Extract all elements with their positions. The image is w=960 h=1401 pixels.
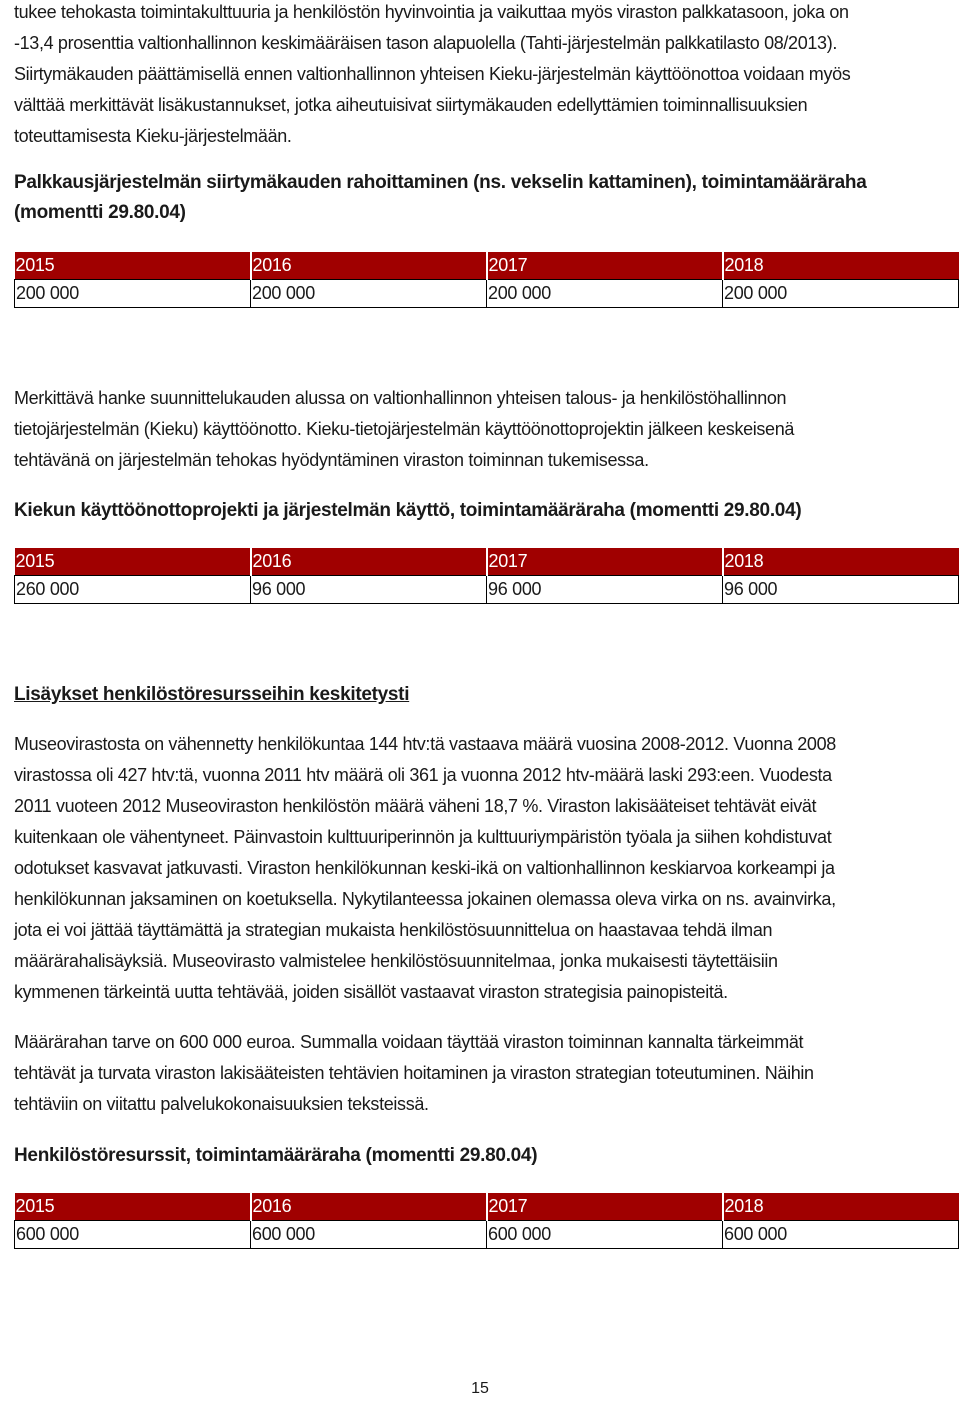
heading-line: (momentti 29.80.04) [14, 202, 186, 223]
table-row [15, 1221, 959, 1249]
resources-table-heading: Henkilöstöresurssit, toimintamääräraha (momentti 29.80.04) [14, 1145, 538, 1166]
kieku-paragraph [14, 383, 794, 476]
amount-cell: 260 000 [15, 576, 251, 604]
paragraph-line: jota ei voi jättää täyttämättä ja strategian mukaista henkilöstösuunnittelua on haastavaa tehdä ilman [14, 920, 773, 940]
year-header: 2018 [723, 1193, 959, 1221]
paragraph-line: odotukset kasvavat jatkuvasti. Viraston henkilökunnan keski-ikä on valtionhallinnon keskiarvoa korkeampi ja [14, 858, 835, 878]
heading-line: Palkkausjärjestelmän siirtymäkauden rahoittaminen (ns. vekselin kattaminen), toimintamääräraha [14, 172, 867, 193]
paragraph-line: kymmenen tärkeintä uutta tehtävää, joiden sisällöt vastaavat viraston strategisia painopisteitä. [14, 982, 728, 1002]
table-row [15, 576, 959, 604]
table-row [15, 280, 959, 308]
table-header-row [15, 252, 959, 280]
kieku-budget-table [14, 548, 959, 604]
year-header: 2017 [487, 252, 723, 280]
page-number: 15 [471, 1380, 489, 1397]
paragraph-line: Museovirastosta on vähennetty henkilökuntaa 144 htv:tä vastaava määrä vuosina 2008-2012. Vuonna 2008 [14, 734, 836, 754]
amount-cell: 200 000 [15, 280, 251, 308]
paragraph-line: kuitenkaan ole vähentyneet. Päinvastoin kulttuuriperinnön ja kulttuuriympäristön työala ja siihen kohdistuvat [14, 827, 832, 847]
amount-cell: 600 000 [15, 1221, 251, 1249]
year-header: 2015 [15, 1193, 251, 1221]
year-header: 2015 [15, 548, 251, 576]
year-header: 2018 [723, 252, 959, 280]
paragraph-line: määrärahalisäyksiä. Museovirasto valmistelee henkilöstösuunnitelmaa, jonka mukaisesti täytettäisiin [14, 951, 778, 971]
kieku-table-heading: Kiekun käyttöönottoprojekti ja järjestelmän käyttö, toimintamääräraha (momentti 29.80.04) [14, 500, 802, 521]
vekseli-budget-table [14, 252, 959, 308]
year-header: 2018 [723, 548, 959, 576]
paragraph-line: tehtävänä on järjestelmän tehokas hyödyntäminen viraston toiminnan tukemisessa. [14, 450, 649, 470]
intro-line: Siirtymäkauden päättämisellä ennen valtionhallinnon yhteisen Kieku-järjestelmän käyttöönottoa voidaan myös [14, 64, 851, 84]
amount-cell: 200 000 [723, 280, 959, 308]
paragraph-line: tehtäviin on viitattu palvelukokonaisuuksien teksteissä. [14, 1094, 429, 1114]
amount-cell: 96 000 [251, 576, 487, 604]
paragraph-line: tehtävät ja turvata viraston lakisääteisten tehtävien hoitaminen ja viraston strategian toteutuminen. Näihin [14, 1063, 814, 1083]
year-header: 2015 [15, 252, 251, 280]
paragraph-line: virastossa oli 427 htv:tä, vuonna 2011 htv määrä oli 361 ja vuonna 2012 htv-määrä laski 293:een. Vuodesta [14, 765, 832, 785]
amount-cell: 600 000 [723, 1221, 959, 1249]
intro-line: välttää merkittävät lisäkustannukset, jotka aiheutuisivat siirtymäkauden edellyttämien toiminnallisuuksien [14, 95, 808, 115]
paragraph-line: Merkittävä hanke suunnittelukauden alussa on valtionhallinnon yhteisen talous- ja henkilöstöhallinnon [14, 388, 787, 408]
year-header: 2016 [251, 548, 487, 576]
amount-cell: 600 000 [251, 1221, 487, 1249]
appropriation-paragraph [14, 1027, 814, 1120]
intro-paragraph [14, 0, 850, 152]
paragraph-line: henkilökunnan jaksaminen on koetuksella. Nykytilanteessa jokainen olemassa oleva virka on ns. avainvirka, [14, 889, 836, 909]
intro-line: -13,4 prosenttia valtionhallinnon keskimääräisen tason alapuolella (Tahti-järjestelmän palkkatilasto 08/2013). [14, 33, 837, 53]
paragraph-line: Määrärahan tarve on 600 000 euroa. Summalla voidaan täyttää viraston toiminnan kannalta tärkeimmät [14, 1032, 804, 1052]
resources-paragraph [14, 729, 836, 1008]
table-header-row [15, 1193, 959, 1221]
amount-cell: 600 000 [487, 1221, 723, 1249]
paragraph-line: tietojärjestelmän (Kieku) käyttöönotto. Kieku-tietojärjestelmän käyttöönottoprojektin jälkeen keskeisenä [14, 419, 795, 439]
intro-line: toteuttamisesta Kieku-järjestelmään. [14, 126, 292, 146]
amount-cell: 96 000 [723, 576, 959, 604]
amount-cell: 200 000 [487, 280, 723, 308]
paragraph-line: 2011 vuoteen 2012 Museoviraston henkilöstön määrä väheni 18,7 %. Viraston lakisääteiset tehtävät eivät [14, 796, 817, 816]
resources-heading: Lisäykset henkilöstöresursseihin keskitetysti [14, 684, 410, 705]
year-header: 2016 [251, 252, 487, 280]
section1-heading [14, 168, 866, 228]
amount-cell: 96 000 [487, 576, 723, 604]
year-header: 2017 [487, 1193, 723, 1221]
resources-budget-table [14, 1193, 959, 1249]
intro-line: tukee tehokasta toimintakulttuuria ja henkilöstön hyvinvointia ja vaikuttaa myös viraston palkkatasoon, joka on [14, 2, 849, 22]
amount-cell: 200 000 [251, 280, 487, 308]
table-header-row [15, 548, 959, 576]
year-header: 2017 [487, 548, 723, 576]
year-header: 2016 [251, 1193, 487, 1221]
